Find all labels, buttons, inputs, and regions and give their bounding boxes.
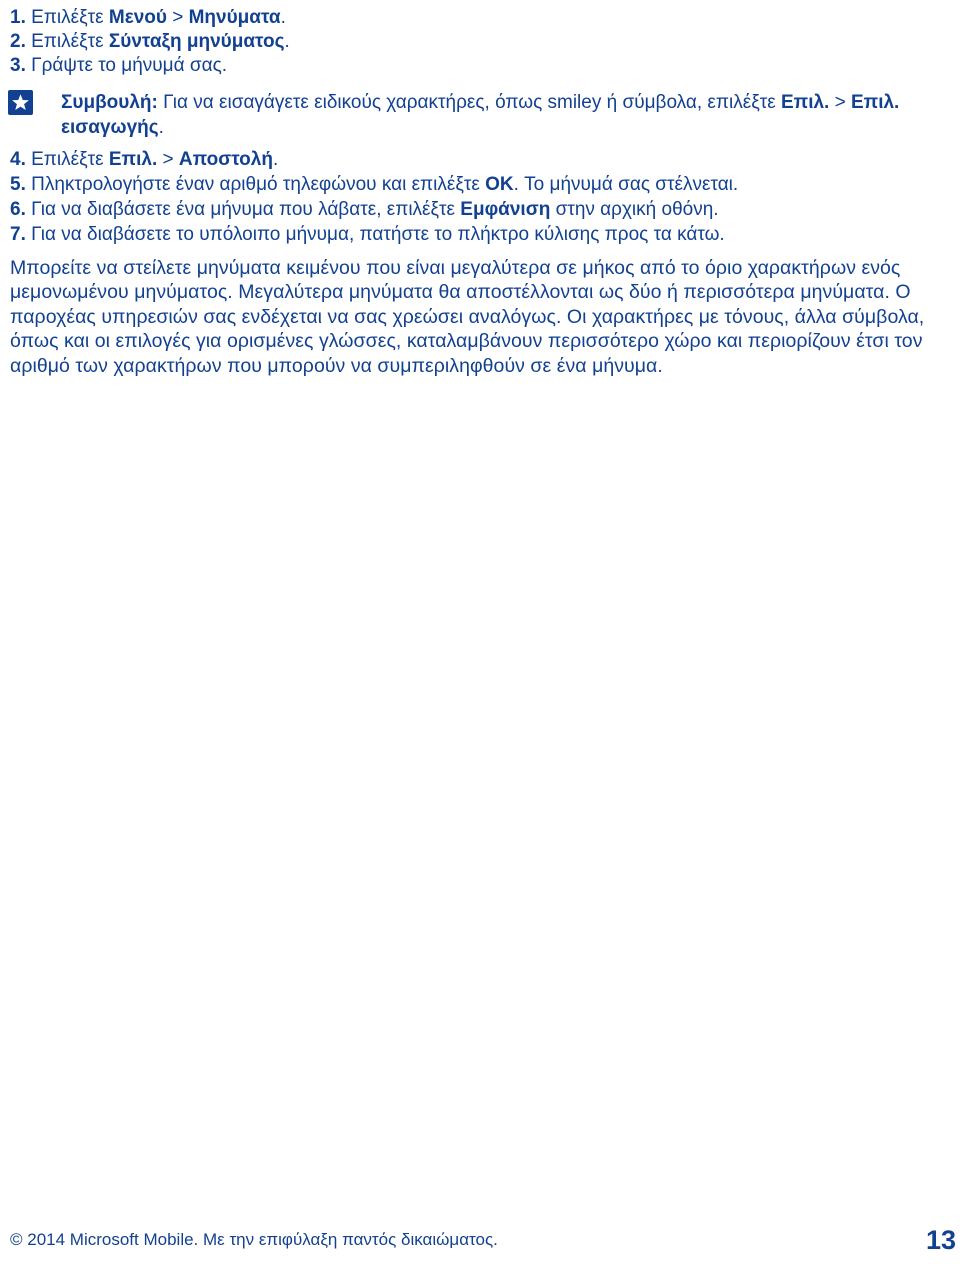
step-1: 1. Επιλέξτε Μενού > Μηνύματα. [10,7,286,28]
step-5: 5. Πληκτρολογήστε έναν αριθμό τηλεφώνου και επιλέξτε OK. Το μήνυμά σας στέλνεται. [10,174,739,195]
copyright-footer: © 2014 Microsoft Mobile. Με την επιφύλαξη παντός δικαιώματος. [10,1230,498,1249]
tip-label: Συμβουλή: [61,92,158,113]
step-3: 3. Γράψτε το μήνυμά σας. [10,55,228,76]
tip-text: Συμβουλή: Για να εισαγάγετε ειδικούς χαρακτήρες, όπως smiley ή σύμβολα, επιλέξτε Επιλ. > Επιλ. εισαγωγής. [61,92,900,138]
step-7: 7. Για να διαβάσετε το υπόλοιπο μήνυμα, πατήστε το πλήκτρο κύλισης προς τα κάτω. [10,224,725,245]
page-number: 13 [925,1225,956,1255]
star-icon [8,90,33,115]
body-paragraph: Μπορείτε να στείλετε μηνύματα κειμένου που είναι μεγαλύτερα σε μήκος από το όριο χαρακτήρων ενός μεμονωμένου μηνύματος. Μεγαλύτερα μηνύματα θα αποστέλλονται ως δύο ή περισσότερα μηνύματα. Ο παροχέας υπηρεσιών σας ενδέχεται να σας χρεώσει αναλόγως. Οι χαρακτήρες με τόνους, άλλα σύμβολα, όπως και οι επιλογές για ορισμένες γλώσσες, καταλαμβάνουν περισσότερο χώρο και περιορίζουν έτσι τον αριθμό των χαρακτήρων που μπορούν να συμπεριληφθούν σε ένα μήνυμα. [10,257,925,377]
step-4: 4. Επιλέξτε Επιλ. > Αποστολή. [10,149,279,170]
step-6: 6. Για να διαβάσετε ένα μήνυμα που λάβατε, επιλέξτε Εμφάνιση στην αρχική οθόνη. [10,199,719,220]
step-2: 2. Επιλέξτε Σύνταξη μηνύματος. [10,31,290,52]
